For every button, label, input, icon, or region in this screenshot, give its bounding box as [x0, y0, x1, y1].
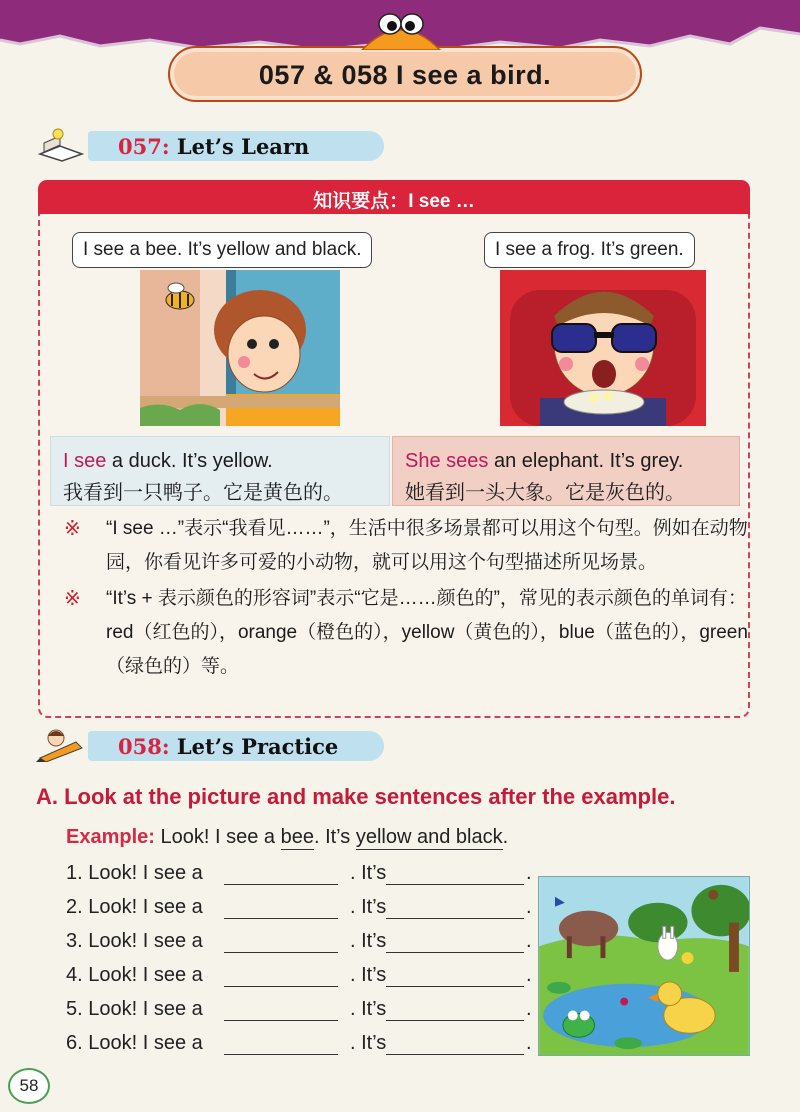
chinese-translation-left: 我看到一只鸭子。它是黄色的。: [63, 482, 343, 504]
exercise-prompt: 1. Look! I see a: [66, 862, 203, 884]
example-label: Example:: [66, 826, 155, 848]
exercise-its: . It’s: [350, 964, 387, 986]
example-answer-color: yellow and black: [355, 826, 503, 848]
exercise-prompt: 4. Look! I see a: [66, 964, 203, 986]
note-mark-icon: ※: [64, 588, 81, 610]
learn-content-box: [38, 180, 750, 718]
key-points-label: 知识要点：I see …: [313, 191, 475, 212]
exercise-period: .: [526, 896, 532, 918]
exercise-prompt: 2. Look! I see a: [66, 896, 203, 918]
highlight-she-sees: She sees: [405, 450, 489, 472]
exercise-its: . It’s: [350, 1032, 387, 1054]
note-text: “It’s + 表示颜色的形容词”表示“它是……颜色的”，常见的表示颜色的单词有：red（红色的），orange（橙色的），yellow（黄色的），blue（蓝色的），green（绿色的）等。: [106, 588, 748, 677]
answer-blank-animal[interactable]: [224, 1054, 338, 1055]
grammar-notes: [64, 512, 754, 684]
exercise-row: [66, 892, 536, 926]
sentence-rest-left: a duck. It’s yellow.: [106, 450, 273, 472]
exercise-row: [66, 994, 536, 1028]
exercise-its: . It’s: [350, 930, 387, 952]
animal-pond-scene-illustration: [538, 876, 750, 1056]
answer-blank-color[interactable]: [386, 952, 524, 953]
key-points-bar: [38, 180, 750, 214]
section-name-practice: Let’s Practice: [176, 734, 339, 759]
example-sentence-left: [63, 445, 377, 477]
answer-blank-animal[interactable]: [224, 884, 338, 885]
answer-blank-color[interactable]: [386, 1020, 524, 1021]
exercise-its: . It’s: [350, 896, 387, 918]
lesson-title-banner: [168, 46, 642, 102]
exercise-row: [66, 1028, 536, 1062]
example-part: . It’s: [313, 826, 356, 848]
example-pane-right: [392, 436, 740, 506]
task-a-instruction: A. Look at the picture and make sentences after the example.: [36, 784, 676, 809]
speech-bubble-left: I see a bee. It’s yellow and black.: [72, 232, 372, 268]
answer-blank-color[interactable]: [386, 884, 524, 885]
exercise-row: [66, 960, 536, 994]
answer-blank-animal[interactable]: [224, 918, 338, 919]
example-pane-left: [50, 436, 390, 506]
exercise-list: [66, 858, 536, 1062]
answer-blank-color[interactable]: [386, 986, 524, 987]
lesson-title: 057 & 058 I see a bird.: [258, 60, 552, 90]
exercise-prompt: 6. Look! I see a: [66, 1032, 203, 1054]
example-sentence: [66, 826, 508, 849]
page-number: 58: [8, 1068, 50, 1104]
boy-watching-bee-illustration: [140, 270, 340, 426]
exercise-prompt: 5. Look! I see a: [66, 998, 203, 1020]
note-text: “I see …”表示“我看见……”，生活中很多场景都可以用这个句型。例如在动物园，你看见许多可爱的小动物，就可以用这个句型描述所见场景。: [106, 518, 748, 573]
section-number-practice: 058:: [118, 734, 170, 759]
sentence-rest-right: an elephant. It’s grey.: [488, 450, 684, 472]
exercise-period: .: [526, 964, 532, 986]
bird-mascot-icon: [356, 6, 446, 50]
section-title-learn: [118, 134, 309, 159]
exercise-row: [66, 858, 536, 892]
section-header-learn: [36, 128, 396, 162]
exercise-its: . It’s: [350, 998, 387, 1020]
note-mark-icon: ※: [64, 518, 81, 540]
example-sentence-right: [405, 445, 727, 477]
section-title-practice: [118, 734, 338, 759]
section-name-learn: Let’s Learn: [176, 134, 310, 159]
exercise-period: .: [526, 1032, 532, 1054]
pencil-kid-icon: [36, 728, 90, 762]
grammar-note: [64, 512, 754, 580]
example-part: .: [502, 826, 509, 848]
exercise-period: .: [526, 930, 532, 952]
section-number-learn: 057:: [118, 134, 170, 159]
boy-with-3d-glasses-illustration: [500, 270, 706, 426]
section-header-practice: [36, 728, 396, 762]
chinese-translation-right: 她看到一头大象。它是灰色的。: [405, 482, 685, 504]
grammar-note: [64, 582, 754, 684]
book-lightbulb-icon: [36, 128, 90, 162]
example-part: Look! I see a: [154, 826, 281, 848]
answer-blank-animal[interactable]: [224, 986, 338, 987]
answer-blank-animal[interactable]: [224, 952, 338, 953]
exercise-period: .: [526, 998, 532, 1020]
exercise-its: . It’s: [350, 862, 387, 884]
answer-blank-color[interactable]: [386, 1054, 524, 1055]
speech-bubble-right: I see a frog. It’s green.: [484, 232, 695, 268]
exercise-row: [66, 926, 536, 960]
answer-blank-color[interactable]: [386, 918, 524, 919]
example-answer-animal: bee: [280, 826, 314, 848]
answer-blank-animal[interactable]: [224, 1020, 338, 1021]
exercise-period: .: [526, 862, 532, 884]
exercise-prompt: 3. Look! I see a: [66, 930, 203, 952]
highlight-i-see: I see: [63, 450, 107, 472]
